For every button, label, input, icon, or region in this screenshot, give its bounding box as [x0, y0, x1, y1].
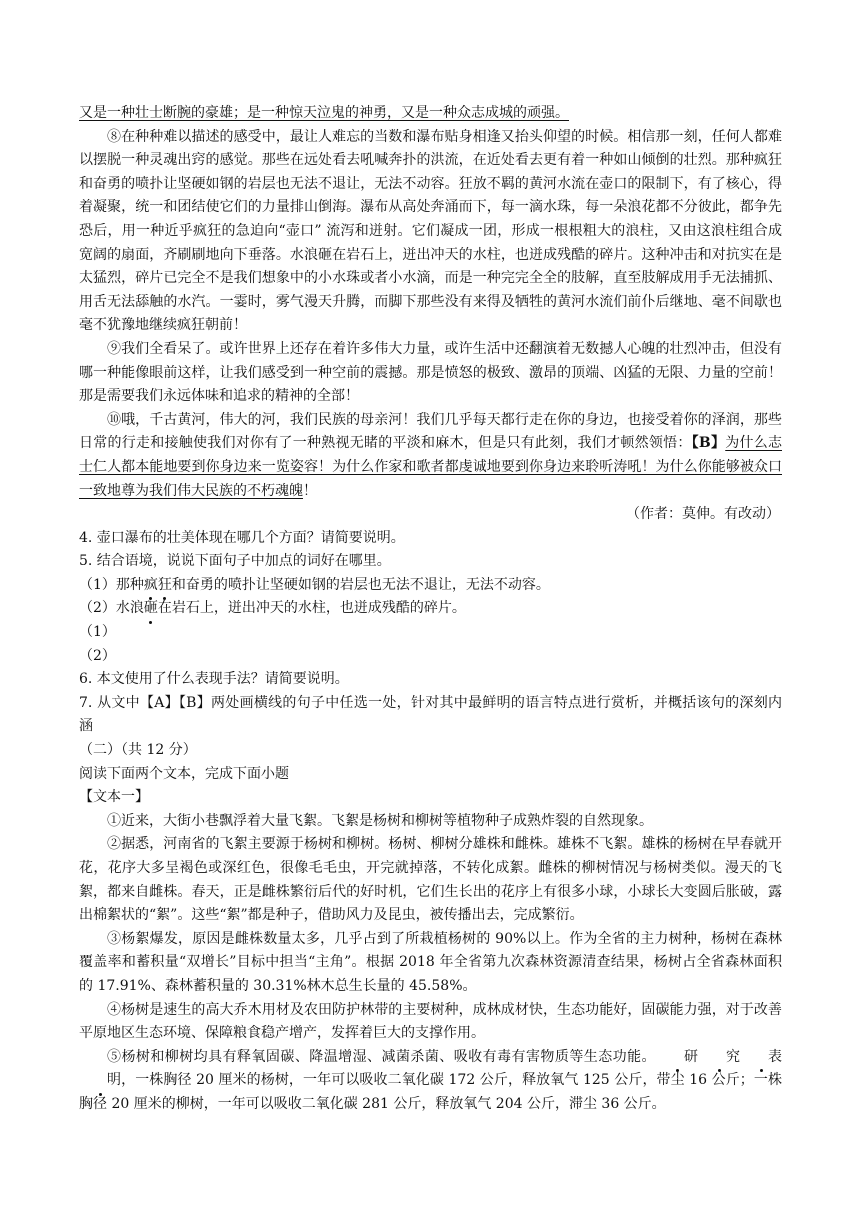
q5-1-text-b: 和奋勇的喷扑让坚硬如钢的岩层也无法不退让，无法不动容。 [171, 576, 550, 593]
document-page [79, 102, 782, 1117]
dotted-char: 疯 [144, 574, 158, 598]
paragraph-10-end: ！ [303, 482, 317, 499]
paragraph-10-text: ⑩哦，千古黄河，伟大的河，我们民族的母亲河！我们几乎每天都行走在你的身边，也接受着你的泽润，那些日常的行走和接触使我们对你有了一种熟视无睹的平淡和麻木，但是只有此刻，我们才顿然领悟： [79, 411, 782, 452]
instruction: 阅读下面两个文本，完成下面小题 [79, 765, 289, 782]
section-2-header: （二）（共 12 分） [79, 742, 197, 759]
t1p5-text-a: ⑤杨树和柳树均具有释氧固碳、降温增湿、减菌杀菌、吸收有毒有害物质等生态功能。 [107, 1048, 656, 1065]
question-6: 6. 本文使用了什么表现手法？请简要说明。 [79, 671, 349, 688]
q5-2-text-b: 在岩石上，迸出冲天的水柱，也迸成残酷的碎片。 [157, 600, 466, 617]
dotted-char: 狂 [158, 574, 172, 598]
mark-b: 【B】 [691, 435, 726, 452]
dotted-char: 明 [79, 1069, 121, 1093]
dotted-char: 研 [656, 1046, 698, 1070]
text-1-paragraph-5 [79, 1046, 782, 1117]
paragraph-10 [79, 409, 782, 503]
dotted-char: 究 [698, 1046, 740, 1070]
paragraph-9: ⑨我们全看呆了。或许世界上还存在着许多伟大力量，或许生活中还翻演着无数撼人心魄的壮烈冲击，但没有哪一种能像眼前这样，让我们感受到一种空前的震撼。那是愤怒的极致、激昂的顶端、凶猛的无限、力量的空前！那是需要我们永远体味和追求的精神的全部！ [79, 340, 782, 405]
paragraph-7-tail: 又是一种壮士断腕的豪雄；是一种惊天泣鬼的神勇，又是一种众志成城的顽强。 [79, 105, 569, 121]
answer-line-2: （2） [79, 647, 116, 664]
text-1-paragraph-1: ①近来，大街小巷飘浮着大量飞絮。飞絮是杨树和柳树等植物种子成熟炸裂的自然现象。 [107, 812, 653, 829]
question-5: 5. 结合语境，说说下面句子中加点的词好在哪里。 [79, 553, 391, 570]
dotted-char: 表 [740, 1046, 782, 1070]
t1p5-text-b: ，一株胸径 20 厘米的杨树，一年可以吸收二氧化碳 172 公斤，释放氧气 125 公斤，带尘 16 公斤；一株胸径 20 厘米的柳树，一年可以吸收二氧化碳 281 公斤，释放氧气 204 公斤，滞尘 36 公斤。 [79, 1072, 782, 1112]
question-4: 4. 壶口瀑布的壮美体现在哪几个方面？请简要说明。 [79, 529, 405, 546]
question-5-sentence-1 [79, 574, 782, 598]
answer-line-1: （1） [79, 624, 116, 641]
question-7: 7. 从文中【A】【B】两处画横线的句子中任选一处，针对其中最鲜明的语言特点进行赏析，并概括该句的深刻内涵 [79, 694, 782, 735]
text-1-heading: 【文本一】 [79, 789, 149, 806]
author-note: （作者：莫伸。有改动） [626, 506, 780, 523]
text-1-paragraph-2: ②据悉，河南省的飞絮主要源于杨树和柳树。杨树、柳树分雄株和雌株。雄株不飞絮。雄株的杨树在早春就开花，花序大多呈褐色或深红色，很像毛毛虫，开完就掉落，不转化成絮。雌株的柳树情况与杨树类似。漫天的飞絮，都来自雌株。春天，正是雌株繁衍后代的好时机，它们生长出的花序上有很多小球，小球长大变圆后胀破，露出棉絮状的“絮”。这些“絮”都是种子，借助风力及昆虫，被传播出去，完成繁衍。 [79, 836, 782, 924]
underlined-sentence-b: 为什么志士仁人都本能地要到你身边来一览姿容！为什么作家和歌者都虔诚地要到你身边来聆听涛吼！为什么你能够被众口一致地尊为我们伟大民族的不朽魂魄 [79, 435, 782, 499]
q5-2-text-a: （2）水浪 [79, 600, 144, 617]
text-1-paragraph-4: ④杨树是速生的高大乔木用材及农田防护林带的主要树种，成林成材快，生态功能好，固碳能力强，对于改善平原地区生态环境、保障粮食稳产增产，发挥着巨大的支撑作用。 [79, 1001, 782, 1042]
q5-1-text-a: （1）那种 [79, 576, 144, 593]
dotted-char: 砸 [144, 597, 158, 621]
text-1-paragraph-3: ③杨絮爆发，原因是雌株数量太多，几乎占到了所栽植杨树的 90%以上。作为全省的主力树种，杨树在森林覆盖率和蓄积量“双增长”目标中担当“主角”。根据 2018 年全省第九次森林资源清查结果，杨树占全省森林面积的 17.91%、森林蓄积量的 30.31%林木总生长量的 45.58%。 [79, 930, 782, 994]
paragraph-8: ⑧在种种难以描述的感受中，最让人难忘的当数和瀑布贴身相逢又抬头仰望的时候。相信那一刻，任何人都难以摆脱一种灵魂出窍的感觉。那些在远处看去吼喊奔扑的洪流，在近处看去更有着一种如山倾倒的壮烈。那种疯狂和奋勇的喷扑让坚硬如钢的岩层也无法不退让，无法不动容。狂放不羁的黄河水流在壶口的限制下，有了核心，得着凝聚，统一和团结使它们的力量排山倒海。瀑布从高处奔涌而下，每一滴水珠，每一朵浪花都不分彼此，都争先恐后，用一种近乎疯狂的急迫向“壶口” 流泻和迸射。它们凝成一团，形成一根根粗大的浪柱，又由这浪柱组合成宽阔的扇面，齐刷刷地向下垂落。水浪砸在岩石上，迸出冲天的水柱，也迸成残酷的碎片。这种冲击和对抗实在是太猛烈，碎片已完全不是我们想象中的小水珠或者小水滴，而是一种完完全全的肢解，直至肢解成用手无法捕抓、用舌无法舔触的水汽。一霎时，雾气漫天升腾，而脚下那些没有来得及牺牲的黄河水流们前仆后继地、毫不间歇也毫不犹豫地继续疯狂朝前！ [79, 128, 782, 334]
question-5-sentence-2 [79, 597, 782, 621]
